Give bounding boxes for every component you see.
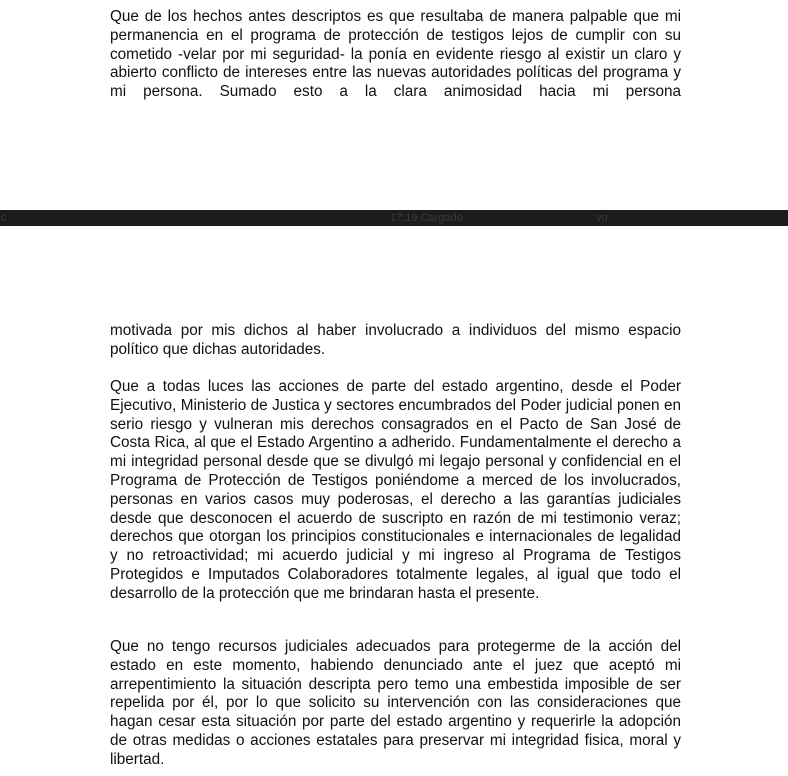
- status-bar: [0, 210, 788, 226]
- paragraph-rights: Que a todas luces las acciones de parte del estado argentino, desde el Poder Ejecutivo, Ministerio de Justica y sectores encumbrados del Poder judicial ponen en serio riesgo y vulneran mis derechos consagrados en el Pacto de San José de Costa Rica, al que el Estado Argentino a adherido. Fundamentalmente el derecho a mi integridad personal desde que se divulgó mi legajo personal y confidencial en el Programa de Protección de Testigos poniéndome a merced de los involucrados, personas en varios casos muy poderosas, el derecho a las garantías judiciales desde que desconocen el acuerdo de suscripto en razón de mi testimonio veraz; derechos que otorgan los principios constitucionales e internacionales de legalidad y no retroactividad; mi acuerdo judicial y mi ingreso al Programa de Testigos Protegidos e Imputados Colaboradores totalmente legales, al igual que todo el desarrollo de la protección que me brindaran hasta el presente.: [110, 378, 681, 602]
- status-bar-right-text: vo: [596, 212, 608, 224]
- status-bar-left-text: c: [1, 212, 7, 224]
- paragraph-top: Que de los hechos antes descriptos es que resultaba de manera palpable que mi permanencia en el programa de protección de testigos lejos de cumplir con su cometido -velar por mi seguridad- la ponía en evidente riesgo al existir un claro y abierto conflicto de intereses entre las nuevas autoridades políticas del programa y mi persona. Sumado esto a la clara animosidad hacia mi persona: [110, 8, 681, 101]
- paragraph-remedies: Que no tengo recursos judiciales adecuados para protegerme de la acción del estado en este momento, habiendo denunciado ante el juez que aceptó mi arrepentimiento la situación descripta pero temo una embestida imposible de ser repelida por él, por lo que solicito su intervención con las consideraciones que hagan cesar esta situación por parte del estado argentino y requerirle la adopción de otras medidas o acciones estatales para preservar mi integridad fisica, moral y libertad.: [110, 638, 681, 768]
- paragraph-continued: motivada por mis dichos al haber involucrado a individuos del mismo espacio político que dichas autoridades.: [110, 322, 681, 358]
- status-bar-time-text: 17:19 Cargado: [390, 212, 463, 224]
